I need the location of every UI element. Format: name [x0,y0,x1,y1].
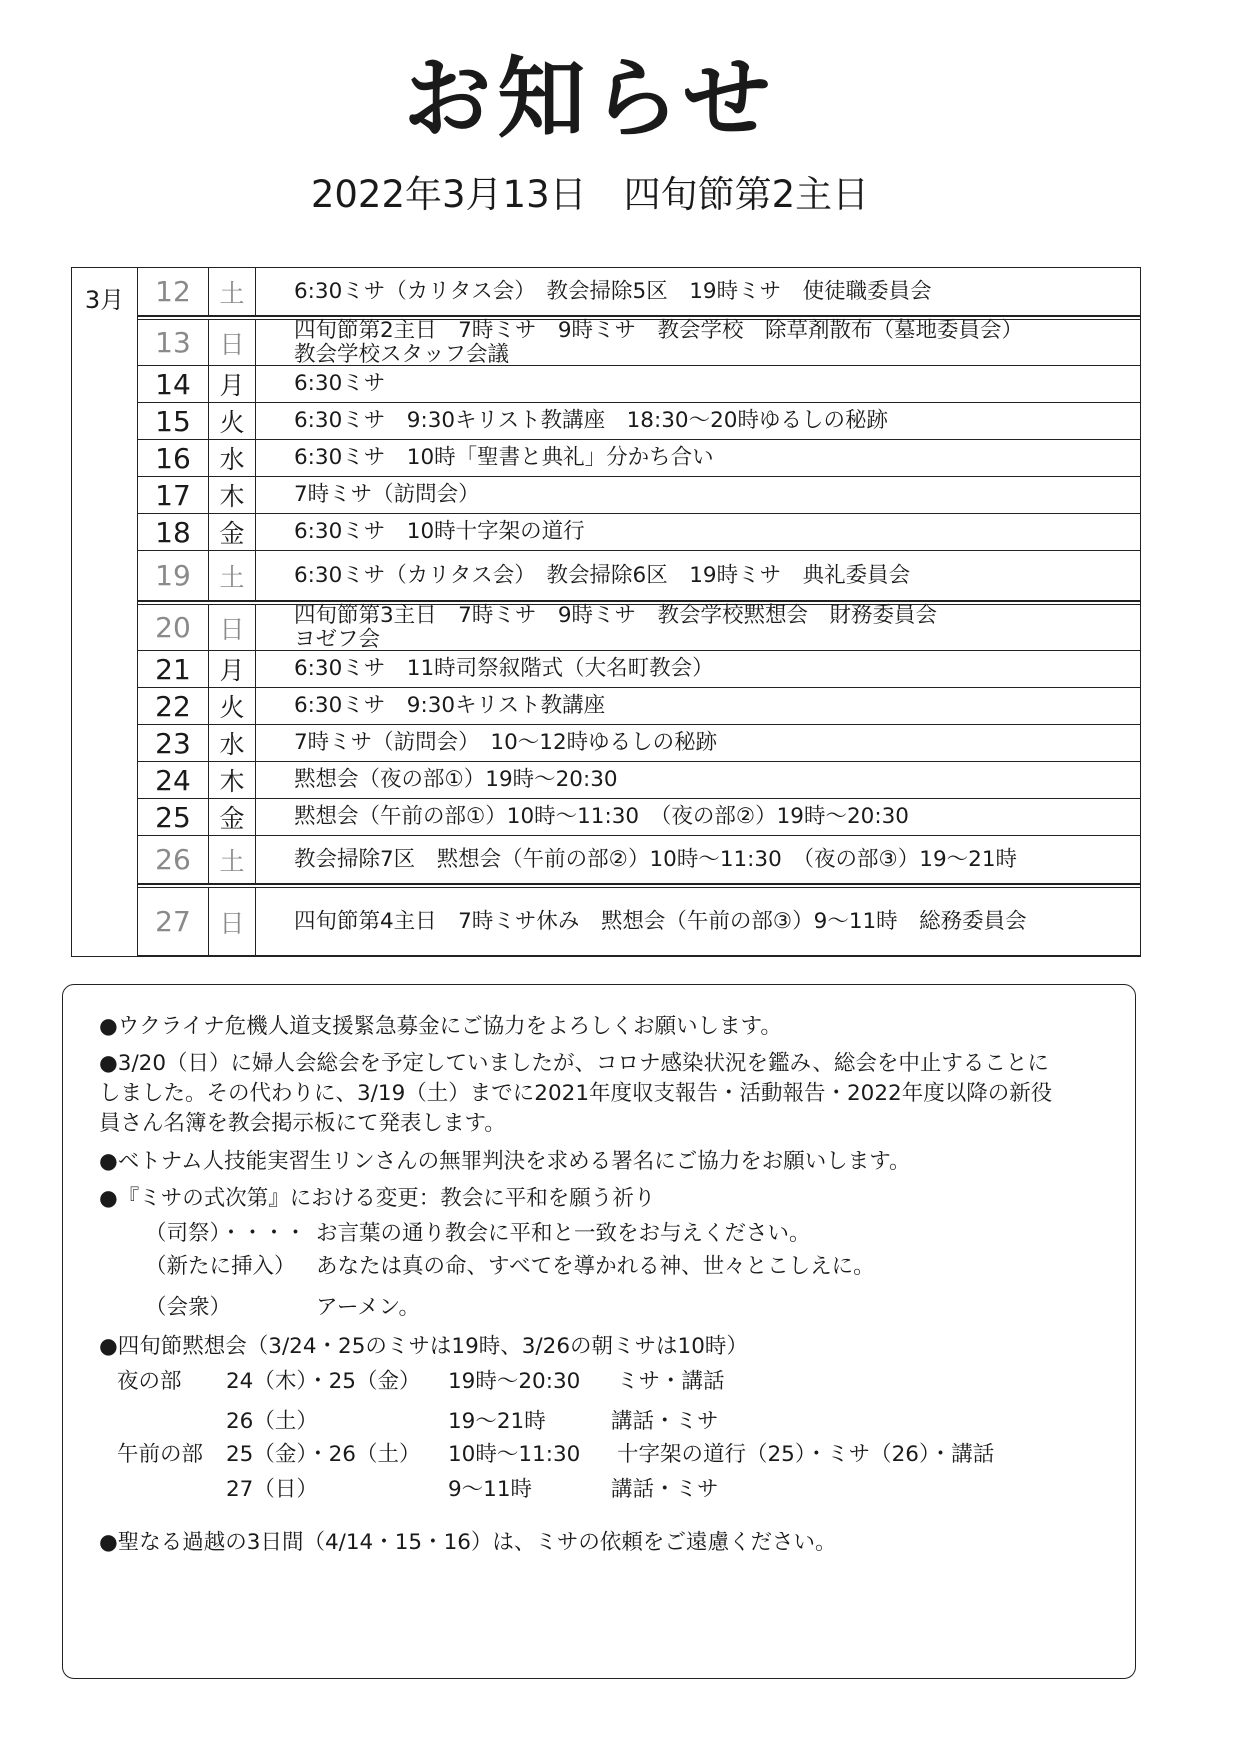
retreat-morning1-time: 10時～11:30 [448,1442,581,1467]
schedule-day: 13 [138,320,209,365]
schedule-event-line: 6:30ミサ（カリタス会） 教会掃除5区 19時ミサ 使徒職委員会 [294,278,932,304]
retreat-night1-program: ミサ・講話 [617,1369,725,1394]
schedule-row [138,762,1140,799]
schedule-weekday: 火 [209,688,256,724]
retreat-morning1-program: 十字架の道行（25）・ミサ（26）・講話 [617,1442,995,1467]
retreat-morning1-days: 25（金）・26（土） [226,1442,421,1467]
schedule-event-line-2: 教会学校スタッフ会議 [294,341,510,367]
retreat-morning2-time: 9～11時 [448,1477,533,1502]
schedule-day: 21 [138,651,209,687]
schedule-events [256,440,1140,476]
schedule-row [138,725,1140,762]
schedule-weekday: 月 [209,366,256,402]
notice-womens-association: ●3/20（日）に婦人会総会を予定していましたが、コロナ感染状況を鑑み、総会を中止することに [99,1051,1049,1076]
schedule-day: 26 [138,836,209,883]
prayer-priest-label: （司祭）・・・・ [145,1221,307,1246]
schedule-day: 19 [138,551,209,600]
schedule-event-line: 黙想会（夜の部①）19時～20:30 [294,767,618,792]
schedule-row [138,799,1140,836]
schedule-row [138,688,1140,725]
schedule-day: 27 [138,888,209,955]
notice-box [62,984,1136,1679]
retreat-morning2-program: 講話・ミサ [611,1477,719,1502]
schedule-weekday: 月 [209,651,256,687]
schedule-row [138,366,1140,403]
retreat-night2-time: 19～21時 [448,1409,546,1434]
schedule-weekday: 土 [209,551,256,600]
schedule-events [256,514,1140,550]
schedule-event-line: 6:30ミサ（カリタス会） 教会掃除6区 19時ミサ 典礼委員会 [294,562,911,588]
schedule-event-line: 教会掃除7区 黙想会（午前の部②）10時～11:30 （夜の部③）19～21時 [294,846,1018,872]
prayer-insert-text: あなたは真の命、すべてを導かれる神、世々とこしえに。 [316,1254,875,1279]
schedule-event-line: 6:30ミサ 10時「聖書と典礼」分かち合い [294,445,714,470]
schedule-event-line: 7時ミサ（訪問会） [294,482,480,507]
schedule-events [256,762,1140,798]
schedule-weekday: 金 [209,514,256,550]
schedule-event-line: 6:30ミサ 9:30キリスト教講座 [294,693,606,718]
schedule-events [256,888,1140,955]
notice-ukraine: ●ウクライナ危機人道支援緊急募金にご協力をよろしくお願いします。 [99,1014,782,1039]
schedule-day: 12 [138,268,209,315]
prayer-priest-text: お言葉の通り教会に平和と一致をお与えください。 [316,1221,811,1246]
schedule-day: 14 [138,366,209,402]
schedule-weekday: 日 [209,605,256,650]
schedule-day: 18 [138,514,209,550]
schedule-day: 25 [138,799,209,835]
page-title: お知らせ [403,47,777,150]
schedule-events [256,799,1140,835]
schedule-weekday: 水 [209,440,256,476]
schedule-weekday: 土 [209,836,256,883]
notice-petition: ●ベトナム人技能実習生リンさんの無罪判決を求める署名にご協力をお願いします。 [99,1149,911,1174]
schedule-events [256,317,1140,367]
schedule-events [256,651,1140,687]
notice-lent-retreat: ●四旬節黙想会（3/24・25のミサは19時、3/26の朝ミサは10時） [99,1334,748,1359]
notice-womens-association-line3: 員さん名簿を教会掲示板にて発表します。 [99,1111,506,1136]
schedule-events [256,836,1140,883]
schedule-day: 23 [138,725,209,761]
schedule-row [138,316,1140,366]
schedule-events [256,477,1140,513]
schedule-weekday: 金 [209,799,256,835]
schedule-event-line: 6:30ミサ 11時司祭叙階式（大名町教会） [294,656,714,681]
schedule-events [256,403,1140,439]
schedule-row [138,268,1140,316]
schedule-events [256,602,1140,652]
notice-womens-association-line2: しました。その代わりに、3/19（土）までに2021年度収支報告・活動報告・2022年度以降の新役 [99,1081,1053,1106]
schedule-weekday: 日 [209,888,256,955]
schedule-weekday: 日 [209,320,256,365]
month-label: 3月 [72,268,138,956]
schedule-event-line: 6:30ミサ 10時十字架の道行 [294,519,585,544]
schedule-row [138,403,1140,440]
schedule-weekday: 木 [209,477,256,513]
retreat-night1-days: 24（木）・25（金） [226,1369,421,1394]
notice-mass-change: ●『ミサの式次第』における変更：教会に平和を願う祈り [99,1186,656,1211]
schedule-events [256,551,1140,600]
schedule-day: 22 [138,688,209,724]
schedule-weekday: 木 [209,762,256,798]
retreat-night2-program: 講話・ミサ [611,1409,719,1434]
schedule-day: 17 [138,477,209,513]
schedule-row [138,477,1140,514]
schedule-event-line: 6:30ミサ 9:30キリスト教講座 18:30～20時ゆるしの秘跡 [294,408,888,433]
schedule-events [256,268,1140,315]
schedule-row [138,514,1140,551]
schedule-weekday: 水 [209,725,256,761]
schedule-row [138,651,1140,688]
schedule-table [71,267,1141,957]
schedule-event-line-2: ヨゼフ会 [294,626,381,652]
schedule-event-line: 6:30ミサ [294,371,386,396]
retreat-morning2-days: 27（日） [226,1477,318,1502]
schedule-row [138,440,1140,477]
schedule-event-line: 7時ミサ（訪問会） 10～12時ゆるしの秘跡 [294,730,718,755]
schedule-row [138,836,1140,884]
retreat-night2-days: 26（土） [226,1409,318,1434]
prayer-congregation-text: アーメン。 [316,1295,421,1320]
schedule-day: 20 [138,605,209,650]
schedule-day: 15 [138,403,209,439]
schedule-row [138,601,1140,651]
schedule-row [138,884,1140,956]
schedule-events [256,688,1140,724]
schedule-event-line: 黙想会（午前の部①）10時～11:30 （夜の部②）19時～20:30 [294,804,909,829]
schedule-day: 24 [138,762,209,798]
schedule-day: 16 [138,440,209,476]
retreat-morning-label: 午前の部 [117,1442,204,1467]
notice-triduum: ●聖なる過越の3日間（4/14・15・16）は、ミサの依頼をご遠慮ください。 [99,1530,837,1555]
schedule-events [256,725,1140,761]
schedule-weekday: 火 [209,403,256,439]
prayer-insert-label: （新たに挿入） [145,1254,296,1279]
schedule-event-line: 四旬節第4主日 7時ミサ休み 黙想会（午前の部③）9～11時 総務委員会 [294,908,1027,934]
schedule-event-line: 四旬節第2主日 7時ミサ 9時ミサ 教会学校 除草剤散布（墓地委員会） [294,317,1024,343]
schedule-event-line: 四旬節第3主日 7時ミサ 9時ミサ 教会学校黙想会 財務委員会 [294,602,938,628]
retreat-night-label: 夜の部 [117,1369,182,1394]
prayer-congregation-label: （会衆） [145,1295,232,1320]
schedule-row [138,551,1140,601]
schedule-weekday: 土 [209,268,256,315]
schedule-events [256,366,1140,402]
page-subtitle: 2022年3月13日 四旬節第2主日 [310,173,870,216]
retreat-night1-time: 19時～20:30 [448,1369,581,1394]
